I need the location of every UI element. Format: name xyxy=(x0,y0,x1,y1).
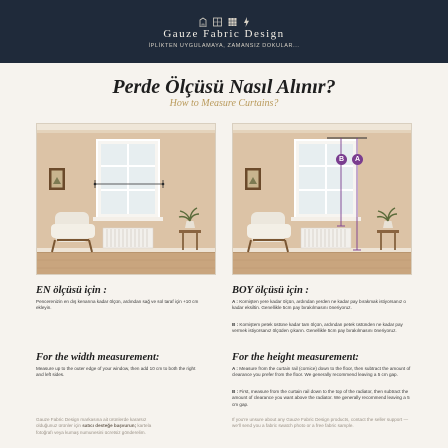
height-title-tr: BOY ölçüsü için : xyxy=(232,285,309,296)
brand-name: Gauze Fabric Design xyxy=(163,28,285,40)
measure-marker-a xyxy=(352,154,363,165)
footnote-en: If you're unsure about any Gauze Fabric Design products, contact the seller support — we'll send you a fabric swatch photo or a free fabric sample. xyxy=(232,417,409,429)
height-body-en-b xyxy=(232,389,412,408)
grid-icon xyxy=(228,14,237,24)
height-en-b-text: First, measure from the curtain rail down to the top of the radiator, then subtract the amount of clearance you want above the radiator. We generally recommend leaving a 5 cm gap. xyxy=(232,389,410,407)
height-en-a-text: Measure from the curtain rail (cornice) down to the floor, then subtract the amount of clearance you prefer from the floor. We generally recommend leaving a 5 cm gap. xyxy=(232,366,411,378)
marker-b-label: B xyxy=(338,156,345,163)
footnote-tr-line1: Gauze Fabric Design markasına ait ürünlerde kararsız xyxy=(36,417,147,422)
bolt-icon xyxy=(243,14,250,24)
footnote-tr xyxy=(36,417,208,436)
measure-marker-b xyxy=(336,154,347,165)
height-en-b-label: B : xyxy=(232,389,239,394)
height-tr-b-text: Korniştem petek üstüne kadar tam ölçün, ardından petek üstünden ne kadar pay vermek istiyorsanız ölçüden çıkarın. Genellikle 5cm pay bırakılmasını öneriyoruz. xyxy=(232,322,403,334)
height-tr-a-label: A : xyxy=(232,299,238,304)
height-tr-a-text: Kornişten yere kadar ölçün, ardından yerden ne kadar pay bırakmak istiyorsanız o kadar eksiltin. Genellikle 5cm pay bırakılmasını öneriyoruz. xyxy=(232,299,406,311)
height-body-tr-a xyxy=(232,299,412,312)
footnote-tr-line3: fotoğrafı veya kumaş numunesini ücretsiz gönderelim. xyxy=(36,429,146,435)
footnote-tr-support: satıcı desteğe başvurun; xyxy=(82,423,137,429)
width-measurement-illustration xyxy=(36,123,216,275)
footnote-tr-line2a: olduğunuz ürünler için xyxy=(36,423,83,429)
brand-icons xyxy=(0,14,448,24)
width-title-en: For the width measurement: xyxy=(36,352,160,363)
marker-a-label: A xyxy=(354,156,361,163)
brand-header xyxy=(0,0,448,63)
height-body-tr-b xyxy=(232,322,412,335)
footnote-tr-line2b: kartela xyxy=(136,423,152,429)
page-subtitle: How to Measure Curtains? xyxy=(169,98,279,109)
width-title-tr: EN ölçüsü için : xyxy=(36,285,107,296)
height-body-en-a xyxy=(232,366,412,379)
brand-tagline: İPLİKTEN UYGULAMAYA, ZAMANSIZ DOKULAR... xyxy=(148,43,300,49)
width-body-tr: Pencerenizin en dış kenarına kadar ölçün, ardından sağ ve sol taraf için +10 cm ekleyin. xyxy=(36,299,199,311)
width-body-en: Measure up to the outer edge of your window, then add 10 cm to both the right and left sides. xyxy=(36,366,196,378)
page-title: Perde Ölçüsü Nasıl Alınır? xyxy=(112,76,336,98)
height-en-a-label: A : xyxy=(232,366,238,371)
building-icon xyxy=(199,14,207,24)
height-tr-b-label: B : xyxy=(232,322,239,327)
grid-icon xyxy=(213,14,222,24)
height-title-en: For the height measurement: xyxy=(232,352,359,363)
height-measurement-illustration xyxy=(232,123,412,275)
